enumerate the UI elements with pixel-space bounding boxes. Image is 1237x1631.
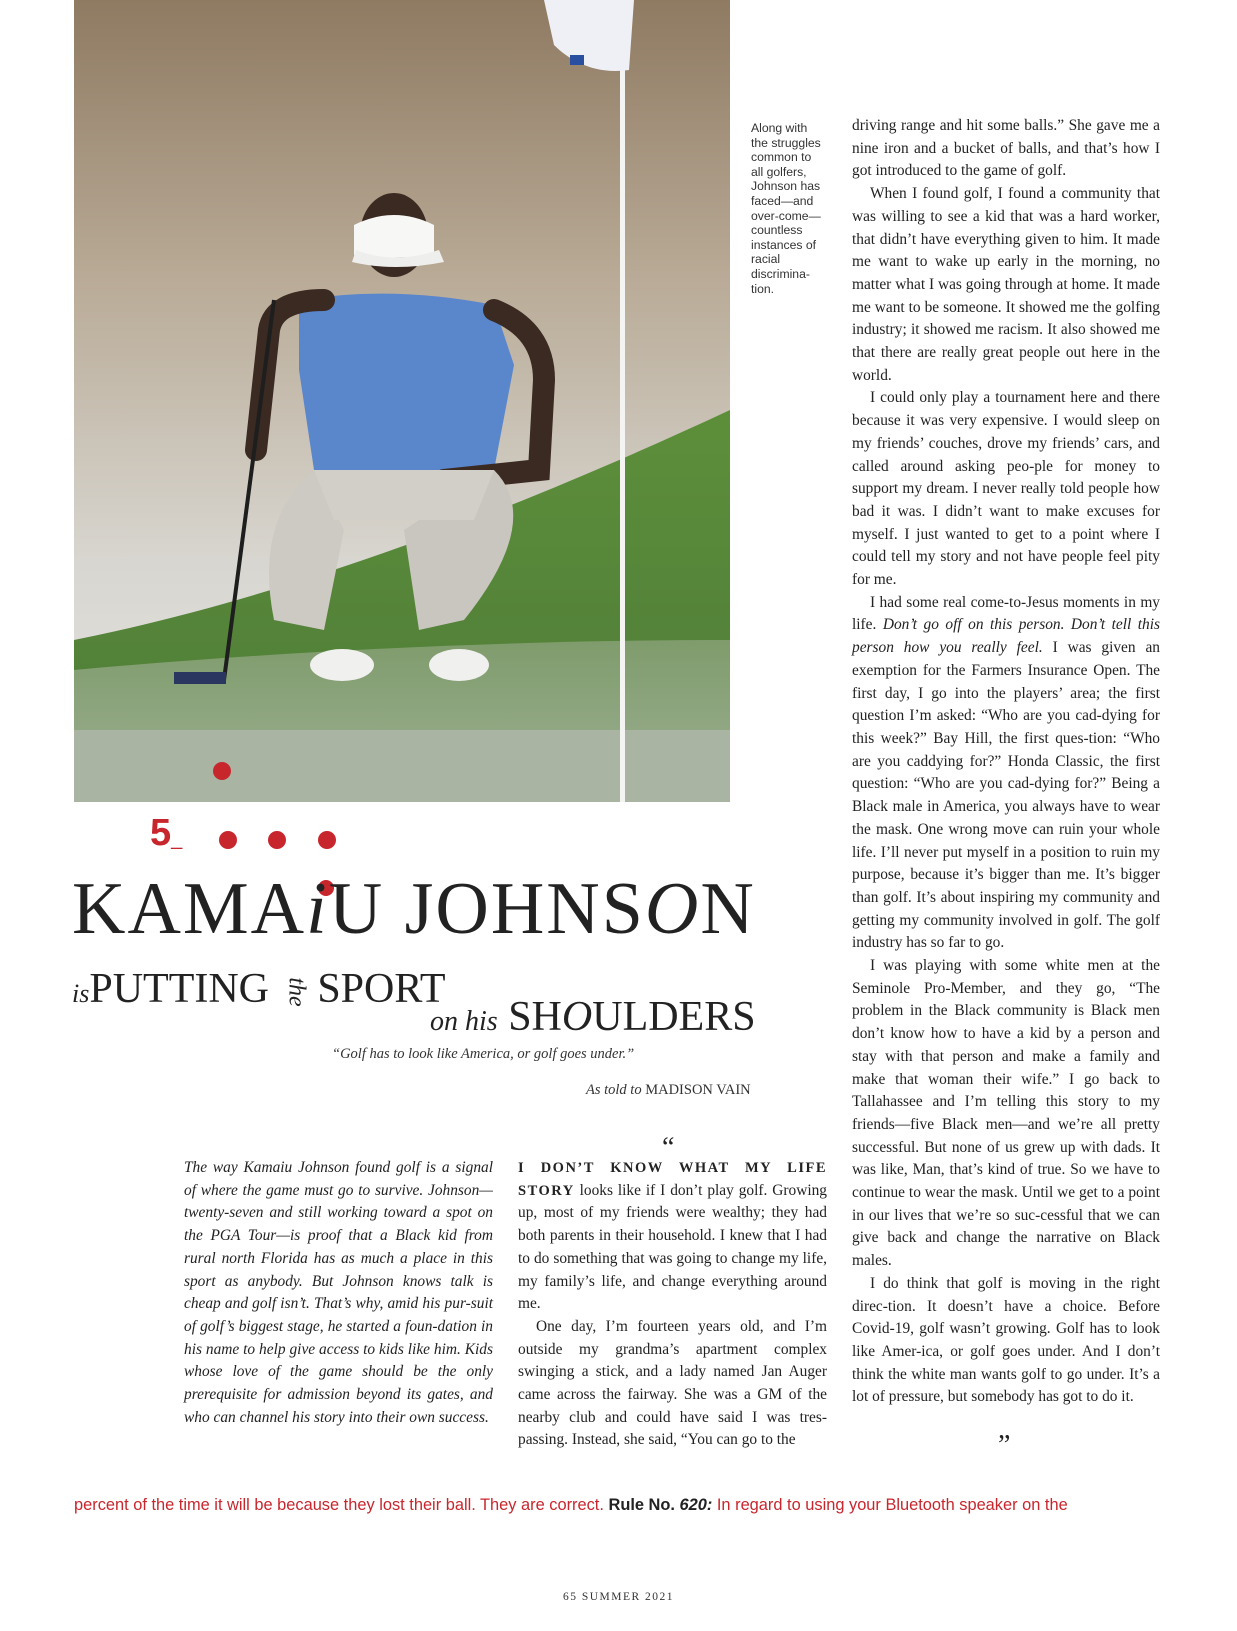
- pull-quote: “Golf has to look like America, or golf goes under.”: [332, 1046, 635, 1062]
- body-paragraph: When I found golf, I found a community that was willing to see a kid that was a hard worker, that didn’t have everything given to him. It made me want to wake up early in the morning, no matter what I was going through at home. It made me want to be someone. It showed me the golfing industry; it showed me racism. It also showed me that there are really great people out here in the world.: [852, 185, 1160, 384]
- subheadline-part: the: [283, 977, 310, 1008]
- subheadline-part: O: [561, 994, 593, 1040]
- paragraph-text: looks like if I don’t play golf. Growing up, most of my friends were wealthy; they had both parents in their household. I knew that I had to do something that was going to change my life, my family’s life, and change everything around me.: [518, 1181, 827, 1313]
- ticker-rule-number: 620:: [679, 1496, 713, 1514]
- subheadline-part: on his: [430, 1006, 498, 1037]
- byline: [586, 1082, 751, 1099]
- headline-part: O: [644, 868, 701, 950]
- body-paragraph: [852, 592, 1160, 955]
- body-paragraph: One day, I’m fourteen years old, and I’m outside my grandma’s apartment complex swinging a stick, and a lady named Jan Auger came across the fairway. She was a GM of the nearby club and could have said I was tres-passing. Instead, she said, “You can go to the: [518, 1317, 827, 1449]
- body-paragraph: driving range and hit some balls.” She gave me a nine iron and a bucket of balls, and that’s how I got introduced to the game of golf.: [852, 117, 1160, 180]
- headline-part: N: [700, 868, 756, 950]
- list-number: [150, 812, 182, 855]
- red-dot: [213, 762, 231, 780]
- ticker-text: In regard to using your Bluetooth speaker on the: [712, 1496, 1068, 1514]
- subheadline-part: PUTTING: [89, 966, 269, 1012]
- intro-paragraph: The way Kamaiu Johnson found golf is a signal of where the game must go to survive. Johnson—twenty-seven and still working toward a spot on the PGA Tour—is proof that a Black kid from rural north Florida has as much a place in this sport as anybody. But Johnson knows talk is cheap and golf isn’t. That’s why, amid his pur-suit of golf’s biggest stage, he started a foun-dation in his name to help give access to kids like him. Kids whose love of the game should be the only prerequisite for admission beyond its gates, and who can channel his story into their own success.: [184, 1159, 493, 1426]
- photo-caption: Along with the struggles common to all golfers, Johnson has faced—and over-come—countless instances of racial discrimina-tion.: [751, 121, 821, 296]
- subheadline-line2: [430, 996, 756, 1038]
- headline-part: KAMA: [72, 868, 307, 950]
- list-number-suffix: _: [171, 828, 183, 850]
- intro-column: [184, 1157, 493, 1429]
- subheadline-part: is: [72, 979, 90, 1008]
- hero-photo: [74, 0, 730, 802]
- byline-prefix: As told to: [586, 1082, 642, 1098]
- golfer-illustration: [74, 0, 730, 802]
- subheadline-part: SH: [508, 994, 562, 1040]
- paragraph-text: I was given an exemption for the Farmers Insurance Open. The first day, I go into the players’ area; the first question I’m asked: “Who are you cad-dying for this week?” Bay Hill, the first ques-tion: “Who are you caddying for?” Honda Classic, the first question: “Who are you cad-dying for?” Being a Black male in America, you always have to wear the mask. One wrong move can ruin your whole life. I’ll never put myself in a position to ruin my purpose, because it’s bigger than me. It’s bigger than golf. It’s about inspiring my community and getting my community involved in golf. The golf industry has so far to go.: [852, 639, 1160, 952]
- ticker-rule-label: Rule No.: [608, 1496, 680, 1514]
- rules-ticker: [74, 1496, 1164, 1515]
- headline: [72, 868, 756, 950]
- close-quote-mark: ”: [998, 1430, 1011, 1461]
- byline-name: MADISON VAIN: [645, 1082, 751, 1098]
- subheadline-part: SPORT: [317, 966, 446, 1012]
- red-dot: [318, 831, 336, 849]
- red-dot: [268, 831, 286, 849]
- paragraph-italic: Don’t go off on this person. Don’t tell this person how you really feel.: [852, 616, 1160, 657]
- body-paragraph: [518, 1157, 827, 1316]
- subheadline-line1: [72, 968, 446, 1010]
- open-quote-mark: “: [662, 1132, 675, 1163]
- body-paragraph: I was playing with some white men at the Seminole Pro-Member, and they go, “The problem in the Black community is Black men don’t know how to have a kid by a person and stay with that person and make a family and make that woman their wife.” I go back to Tallahassee and I’m telling this story to my friends—five Black men—and we’re all pretty successful. But none of us grew up with dads. It was like, Man, that’s kind of true. So we have to continue to wear the mask. Until we get to a point in our lives that we’re so suc-cessful that we can give back and change the narrative on Black males.: [852, 957, 1160, 1270]
- lead-in: I DON’T KNOW WHAT MY LIFE STORY: [518, 1160, 827, 1199]
- headline-part: U JOHNS: [328, 868, 645, 950]
- list-number-value: 5: [150, 812, 172, 854]
- body-column-3: [852, 115, 1160, 1409]
- red-dot: [219, 831, 237, 849]
- paragraph-text: I had some real come-to-Jesus moments in my life.: [852, 593, 1160, 634]
- subheadline-part: ULDERS: [592, 994, 756, 1040]
- folio: 65 SUMMER 2021: [562, 1591, 675, 1603]
- ticker-text: percent of the time it will be because they lost their ball. They are correct.: [74, 1496, 609, 1514]
- body-paragraph: I do think that golf is moving in the right direc-tion. It doesn’t have a choice. Before Covid-19, golf wasn’t growing. Golf has to look like Amer-ica, or golf goes under. And I don’t think the white man wants golf to go under. It’s a lot of pressure, but somebody has got to do it.: [852, 1274, 1160, 1406]
- headline-part: i: [306, 868, 329, 950]
- body-paragraph: I could only play a tournament here and there because it was very expensive. I would sleep on my friends’ couches, drove my friends’ cars, and called around asking peo-ple for money to support my dream. I never really told people how bad it was. I didn’t want to make excuses for myself. I just wanted to get to a point where I could tell my story and not have people feel pity for me.: [852, 389, 1160, 589]
- body-column-2: [518, 1157, 827, 1452]
